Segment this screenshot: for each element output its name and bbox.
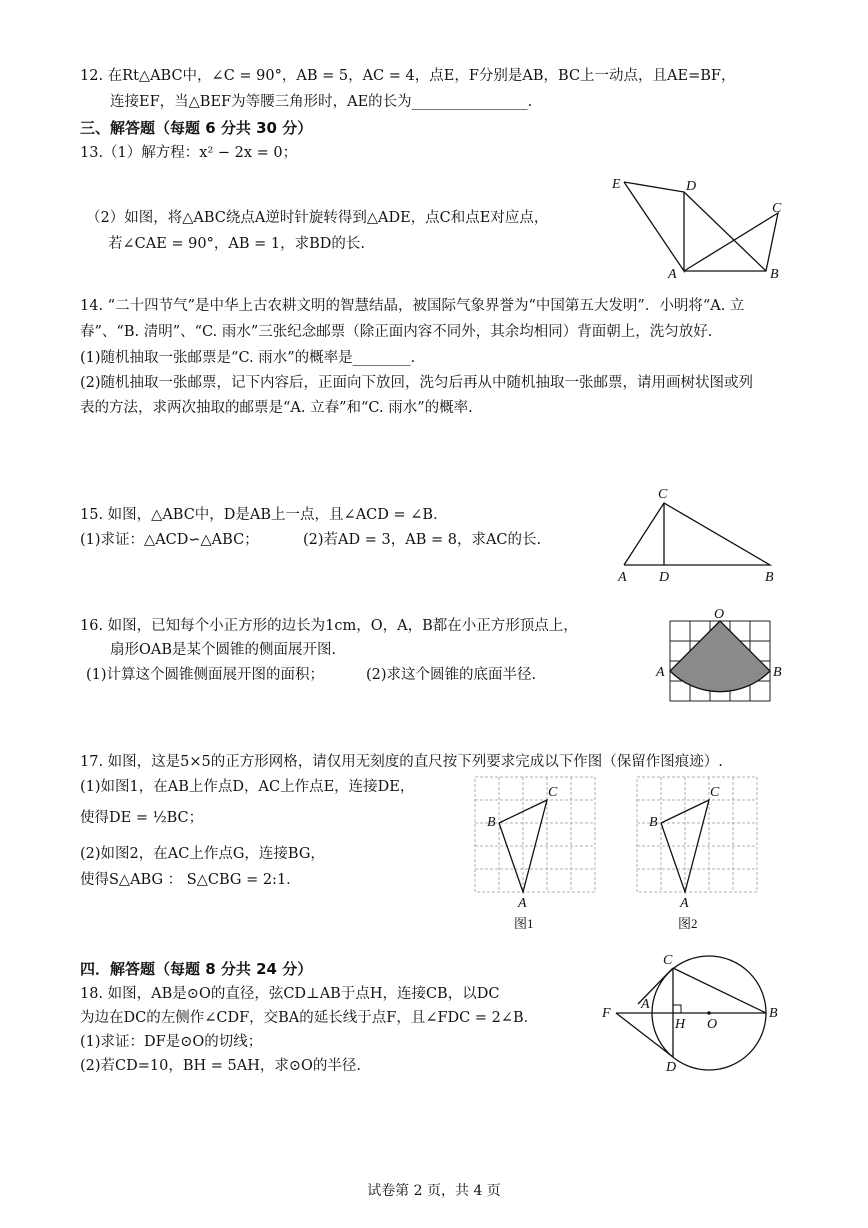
q16-label-o: O	[714, 607, 725, 622]
q17-line5: 使得S△ABG ： S△CBG = 2:1．	[80, 872, 301, 888]
q14-line1: 14. “二十四节气”是中华上古农耕文明的智慧结晶，被国际气象界誉为“中国第五大发明”．小明将“A. 立	[80, 298, 745, 314]
q15-line1: 15. 如图，△ABC中，D是AB上一点，且∠ACD = ∠B．	[80, 507, 448, 523]
q18-label-o: O	[707, 1017, 718, 1032]
q18-label-h: H	[675, 1017, 686, 1032]
q16-line1: 16. 如图，已知每个小正方形的边长为1cm，O，A，B都在小正方形顶点上，	[80, 618, 578, 634]
q17-fig2-label-b: B	[649, 815, 658, 830]
q13-label-e: E	[612, 177, 621, 192]
q18-label-a: A	[641, 997, 650, 1012]
q15-line2a: (1)求证：△ACD∽△ABC；	[80, 532, 259, 548]
q13-segment-bd	[684, 192, 766, 271]
q13-triangle-ade	[624, 182, 684, 271]
q18-label-c: C	[663, 953, 673, 968]
q17-fig1-label-a: A	[518, 896, 527, 911]
q18-label-f: F	[602, 1006, 611, 1021]
q18-line4: (2)若CD=10，BH = 5AH，求⊙O的半径.	[80, 1058, 362, 1074]
q15-label-b: B	[765, 570, 774, 585]
q15-triangle-abc	[624, 503, 770, 565]
q15-figure	[610, 484, 790, 584]
q16-label-b: B	[773, 665, 782, 680]
q17-grid-2	[637, 777, 757, 892]
q14-line4: (2)随机抽取一张邮票，记下内容后，正面向下放回，洗匀后再从中随机抽取一张邮票，请用画树状图或列	[80, 375, 754, 391]
q13-figure	[600, 168, 800, 288]
q18-line1: 18. 如图，AB是⊙O的直径，弦CD⊥AB于点H，连接CB，以DC	[80, 986, 500, 1002]
q13-label-a: A	[668, 267, 677, 282]
q18-right-angle-mark	[673, 1005, 681, 1013]
q18-label-d: D	[666, 1060, 677, 1075]
q13-label-d: D	[686, 179, 697, 194]
q16-figure	[652, 604, 792, 714]
q13-label-b: B	[770, 267, 779, 282]
q16-label-a: A	[656, 665, 665, 680]
q17-line1: 17. 如图，这是5×5的正方形网格，请仅用无刻度的直尺按下列要求完成以下作图（保留作图痕迹）.	[80, 754, 723, 770]
q18-line2: 为边在DC的左侧作∠CDF，交BA的延长线于点F，且∠FDC = 2∠B．	[80, 1010, 539, 1026]
q12-line2: 连接EF，当△BEF为等腰三角形时，AE的长为________________.	[110, 94, 533, 110]
section4-title: 四．解答题（每题 8 分共 24 分）	[80, 960, 313, 978]
q13-label-c: C	[772, 201, 782, 216]
q15-line2b: (2)若AD = 3，AB = 8，求AC的长.	[303, 532, 542, 548]
q16-line3b: (2)求这个圆锥的底面半径.	[366, 667, 537, 683]
q13-part2-line2: 若∠CAE = 90°，AB = 1，求BD的长.	[108, 236, 365, 252]
q14-line5: 表的方法，求两次抽取的邮票是“A. 立春”和“C. 雨水”的概率.	[80, 400, 473, 416]
q17-figure-1	[474, 776, 596, 936]
q14-line3: (1)随机抽取一张邮票是“C. 雨水”的概率是________.	[80, 350, 416, 366]
q12-line1: 12. 在Rt△ABC中，∠C = 90°，AB = 5，AC = 4，点E，F分别是AB，BC上一动点，且AE=BF，	[80, 68, 736, 84]
q15-label-c: C	[658, 487, 668, 502]
q14-line2: 春”、“B. 清明”、“C. 雨水”三张纪念邮票（除正面内容不同外，其余均相同）背面朝上，洗匀放好.	[80, 324, 713, 340]
q17-fig1-caption: 图1	[514, 916, 534, 931]
q13-part1: 13.（1）解方程：x² − 2x = 0；	[80, 145, 298, 161]
q16-line3a: (1)计算这个圆锥侧面展开图的面积；	[86, 667, 325, 683]
q18-label-b: B	[769, 1006, 778, 1021]
q17-fig2-label-c: C	[710, 785, 720, 800]
q17-fig1-label-b: B	[487, 815, 496, 830]
q13-part2-line1: （2）如图，将△ABC绕点A逆时针旋转得到△ADE，点C和点E对应点，	[86, 210, 549, 226]
q17-grid-1	[475, 777, 595, 892]
q18-line3: (1)求证：DF是⊙O的切线；	[80, 1034, 263, 1050]
q17-fig2-caption: 图2	[678, 916, 698, 931]
q17-line4: (2)如图2，在AC上作点G，连接BG，	[80, 846, 325, 862]
q18-figure	[596, 950, 796, 1080]
q13-triangle-abc	[684, 213, 778, 271]
q17-line2: (1)如图1，在AB上作点D，AC上作点E，连接DE，	[80, 779, 415, 795]
q16-line2: 扇形OAB是某个圆锥的侧面展开图.	[110, 642, 337, 658]
q17-fig2-label-a: A	[680, 896, 689, 911]
q15-label-a: A	[618, 570, 627, 585]
q16-sector-oab	[670, 621, 770, 692]
section3-title: 三、解答题（每题 6 分共 30 分）	[80, 119, 313, 137]
q17-figure-2	[636, 776, 758, 936]
q17-fig1-label-c: C	[548, 785, 558, 800]
q18-line-fd	[616, 1013, 673, 1057]
q17-line3: 使得DE = ½BC；	[80, 810, 204, 826]
q15-label-d: D	[659, 570, 670, 585]
page-footer: 试卷第 2 页，共 4 页	[367, 1183, 501, 1199]
q18-center-dot	[707, 1011, 711, 1015]
